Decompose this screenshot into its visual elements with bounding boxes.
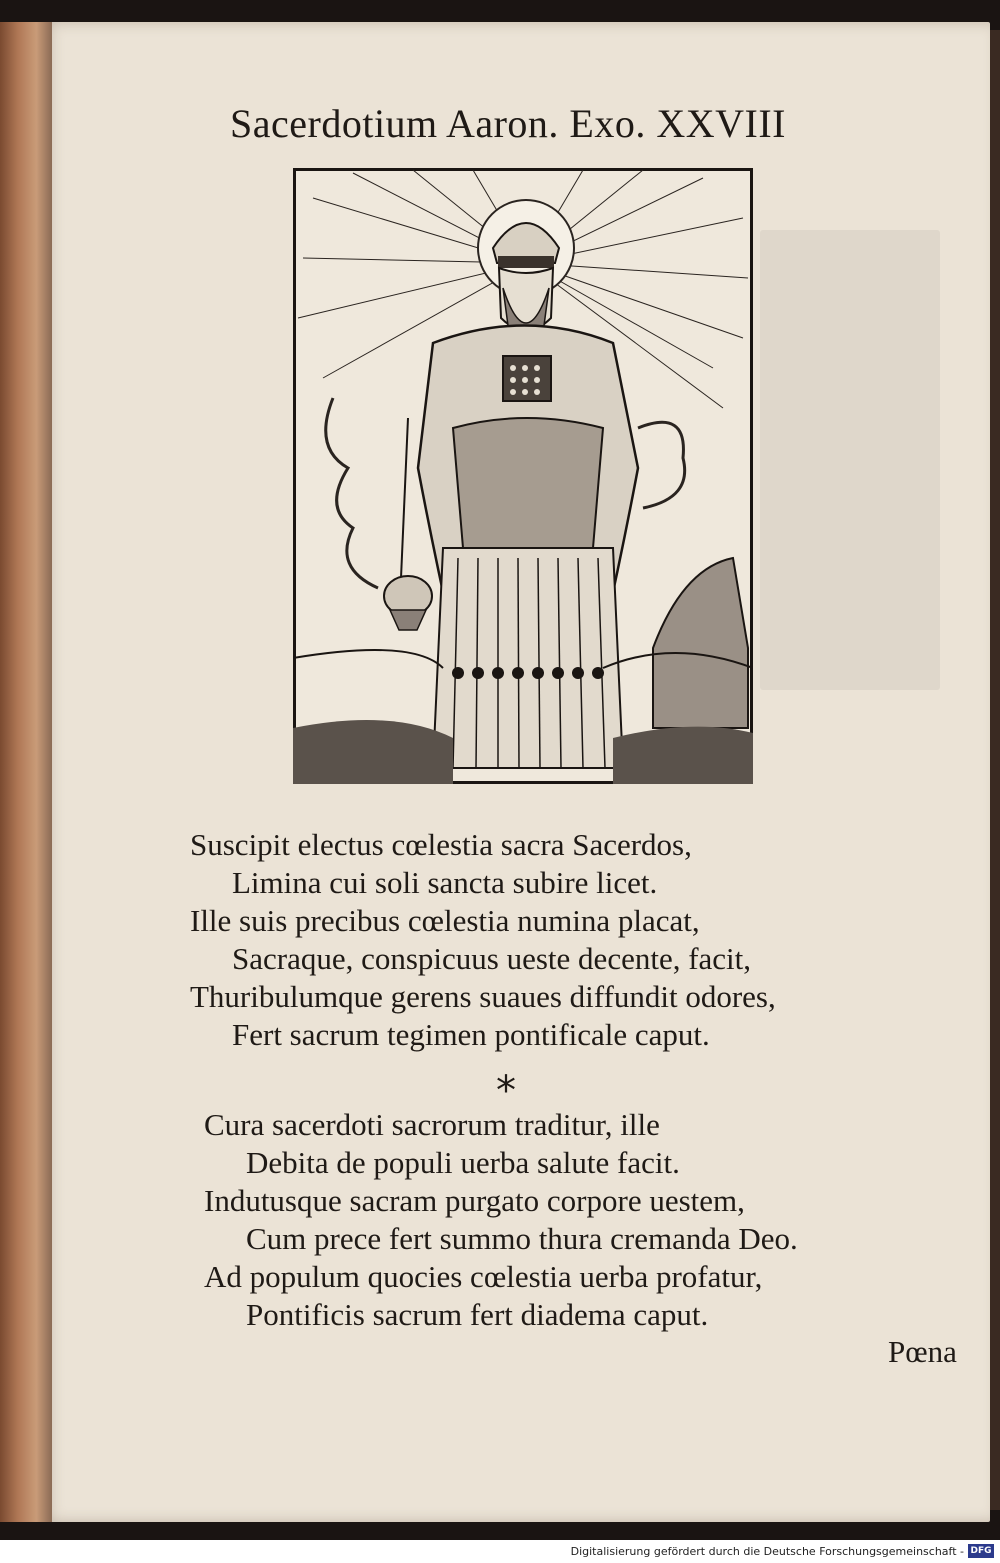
page-title: Sacerdotium Aaron. Exo. XXVIII bbox=[230, 101, 786, 146]
verse-line: Fert sacrum tegimen pontificale caput. bbox=[232, 1017, 710, 1052]
stanza-separator: * bbox=[496, 1068, 516, 1114]
catchword: Pœna bbox=[888, 1334, 957, 1369]
funding-notice: Digitalisierung gefördert durch die Deutsche Forschungsgemeinschaft - bbox=[570, 1545, 964, 1558]
verse-line: Thuribulumque gerens suaues diffundit odores, bbox=[190, 979, 776, 1014]
verse-line: Sacraque, conspicuus ueste decente, facit, bbox=[232, 941, 752, 976]
verse-line: Ille suis precibus cœlestia numina placat, bbox=[190, 903, 700, 938]
verse-stanza-1 bbox=[190, 826, 950, 1054]
verse-line: Ad populum quocies cœlestia uerba profatur, bbox=[204, 1259, 763, 1294]
verse-line: Cum prece fert summo thura cremanda Deo. bbox=[246, 1221, 798, 1256]
verse-line: Debita de populi uerba salute facit. bbox=[246, 1145, 680, 1180]
verse-line: Suscipit electus cœlestia sacra Sacerdos, bbox=[190, 827, 692, 862]
show-through-bleed bbox=[760, 230, 940, 690]
verse-line: Cura sacerdoti sacrorum traditur, ille bbox=[204, 1107, 660, 1142]
footer-bar bbox=[0, 1540, 1000, 1563]
verse-line: Indutusque sacram purgato corpore uestem, bbox=[204, 1183, 745, 1218]
verse-stanza-2 bbox=[204, 1106, 964, 1334]
verse-line: Limina cui soli sancta subire licet. bbox=[232, 865, 658, 900]
dfg-logo-icon: DFG bbox=[968, 1544, 994, 1558]
woodcut-illustration bbox=[293, 168, 753, 784]
left-page-edge bbox=[0, 22, 52, 1522]
verse-line: Pontificis sacrum fert diadema caput. bbox=[246, 1297, 709, 1332]
